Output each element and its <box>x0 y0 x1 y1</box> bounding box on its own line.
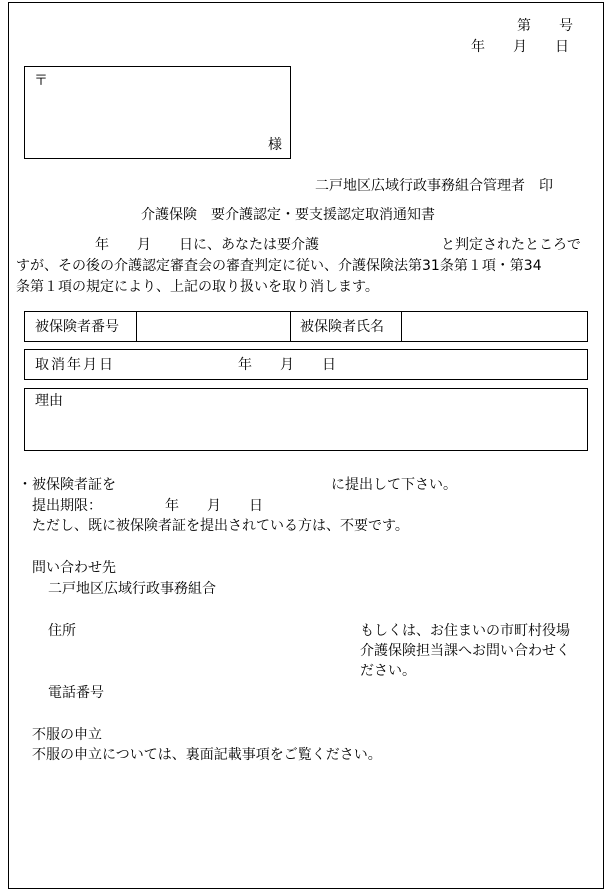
cell-divider <box>136 312 137 341</box>
body-line-1a: 年 月 日に、あなたは要介護 <box>95 237 319 253</box>
insured-info-row <box>24 311 588 342</box>
cancel-date-label: 取消年月日 <box>35 357 115 373</box>
cancel-date-value: 年 月 日 <box>238 357 336 373</box>
contact-alt-line-2: 介護保険担当課へお問い合わせく <box>360 643 570 659</box>
honorific-sama: 様 <box>268 137 282 153</box>
objection-text: 不服の申立については、裏面記載事項をご覧ください。 <box>32 747 382 763</box>
cell-divider <box>401 312 402 341</box>
contact-alt-line-1: もしくは、お住まいの市町村役場 <box>360 623 570 639</box>
body-line-2: すが、その後の介護認定審査会の審査判定に従い、介護保険法第31条第１項・第34 <box>16 258 542 274</box>
cell-divider <box>290 312 291 341</box>
body-line-3: 条第１項の規定により、上記の取り扱いを取り消します。 <box>16 279 379 295</box>
body-line-1b: と判定されたところで <box>441 237 581 253</box>
submit-deadline: 提出期限： 年 月 日 <box>32 498 263 514</box>
issue-date-label: 年 月 日 <box>471 39 569 55</box>
contact-org: 二戸地区広域行政事務組合 <box>48 581 216 597</box>
objection-heading: 不服の申立 <box>32 727 102 743</box>
reason-label: 理由 <box>35 393 63 409</box>
postal-mark: 〒 <box>34 73 48 89</box>
insured-number-label: 被保険者番号 <box>35 319 119 335</box>
document-number-label: 第 号 <box>517 18 573 34</box>
card-submit-line-a: ・被保険者証を <box>18 477 116 493</box>
card-submit-line-b: に提出して下さい。 <box>331 477 457 493</box>
already-submitted-note: ただし、既に被保険者証を提出されている方は、不要です。 <box>32 518 409 534</box>
reason-box <box>24 388 588 451</box>
recipient-address-box <box>24 66 291 159</box>
contact-phone-label: 電話番号 <box>48 685 104 701</box>
cancel-date-row <box>24 349 588 380</box>
contact-alt-line-3: ださい。 <box>360 663 416 679</box>
document-title: 介護保険 要介護認定・要支援認定取消通知書 <box>141 207 435 223</box>
insured-name-label: 被保険者氏名 <box>300 319 384 335</box>
contact-heading: 問い合わせ先 <box>32 560 116 576</box>
contact-address-label: 住所 <box>48 623 76 639</box>
notice-page <box>8 2 604 889</box>
issuer-line: 二戸地区広域行政事務組合管理者 印 <box>315 178 553 194</box>
